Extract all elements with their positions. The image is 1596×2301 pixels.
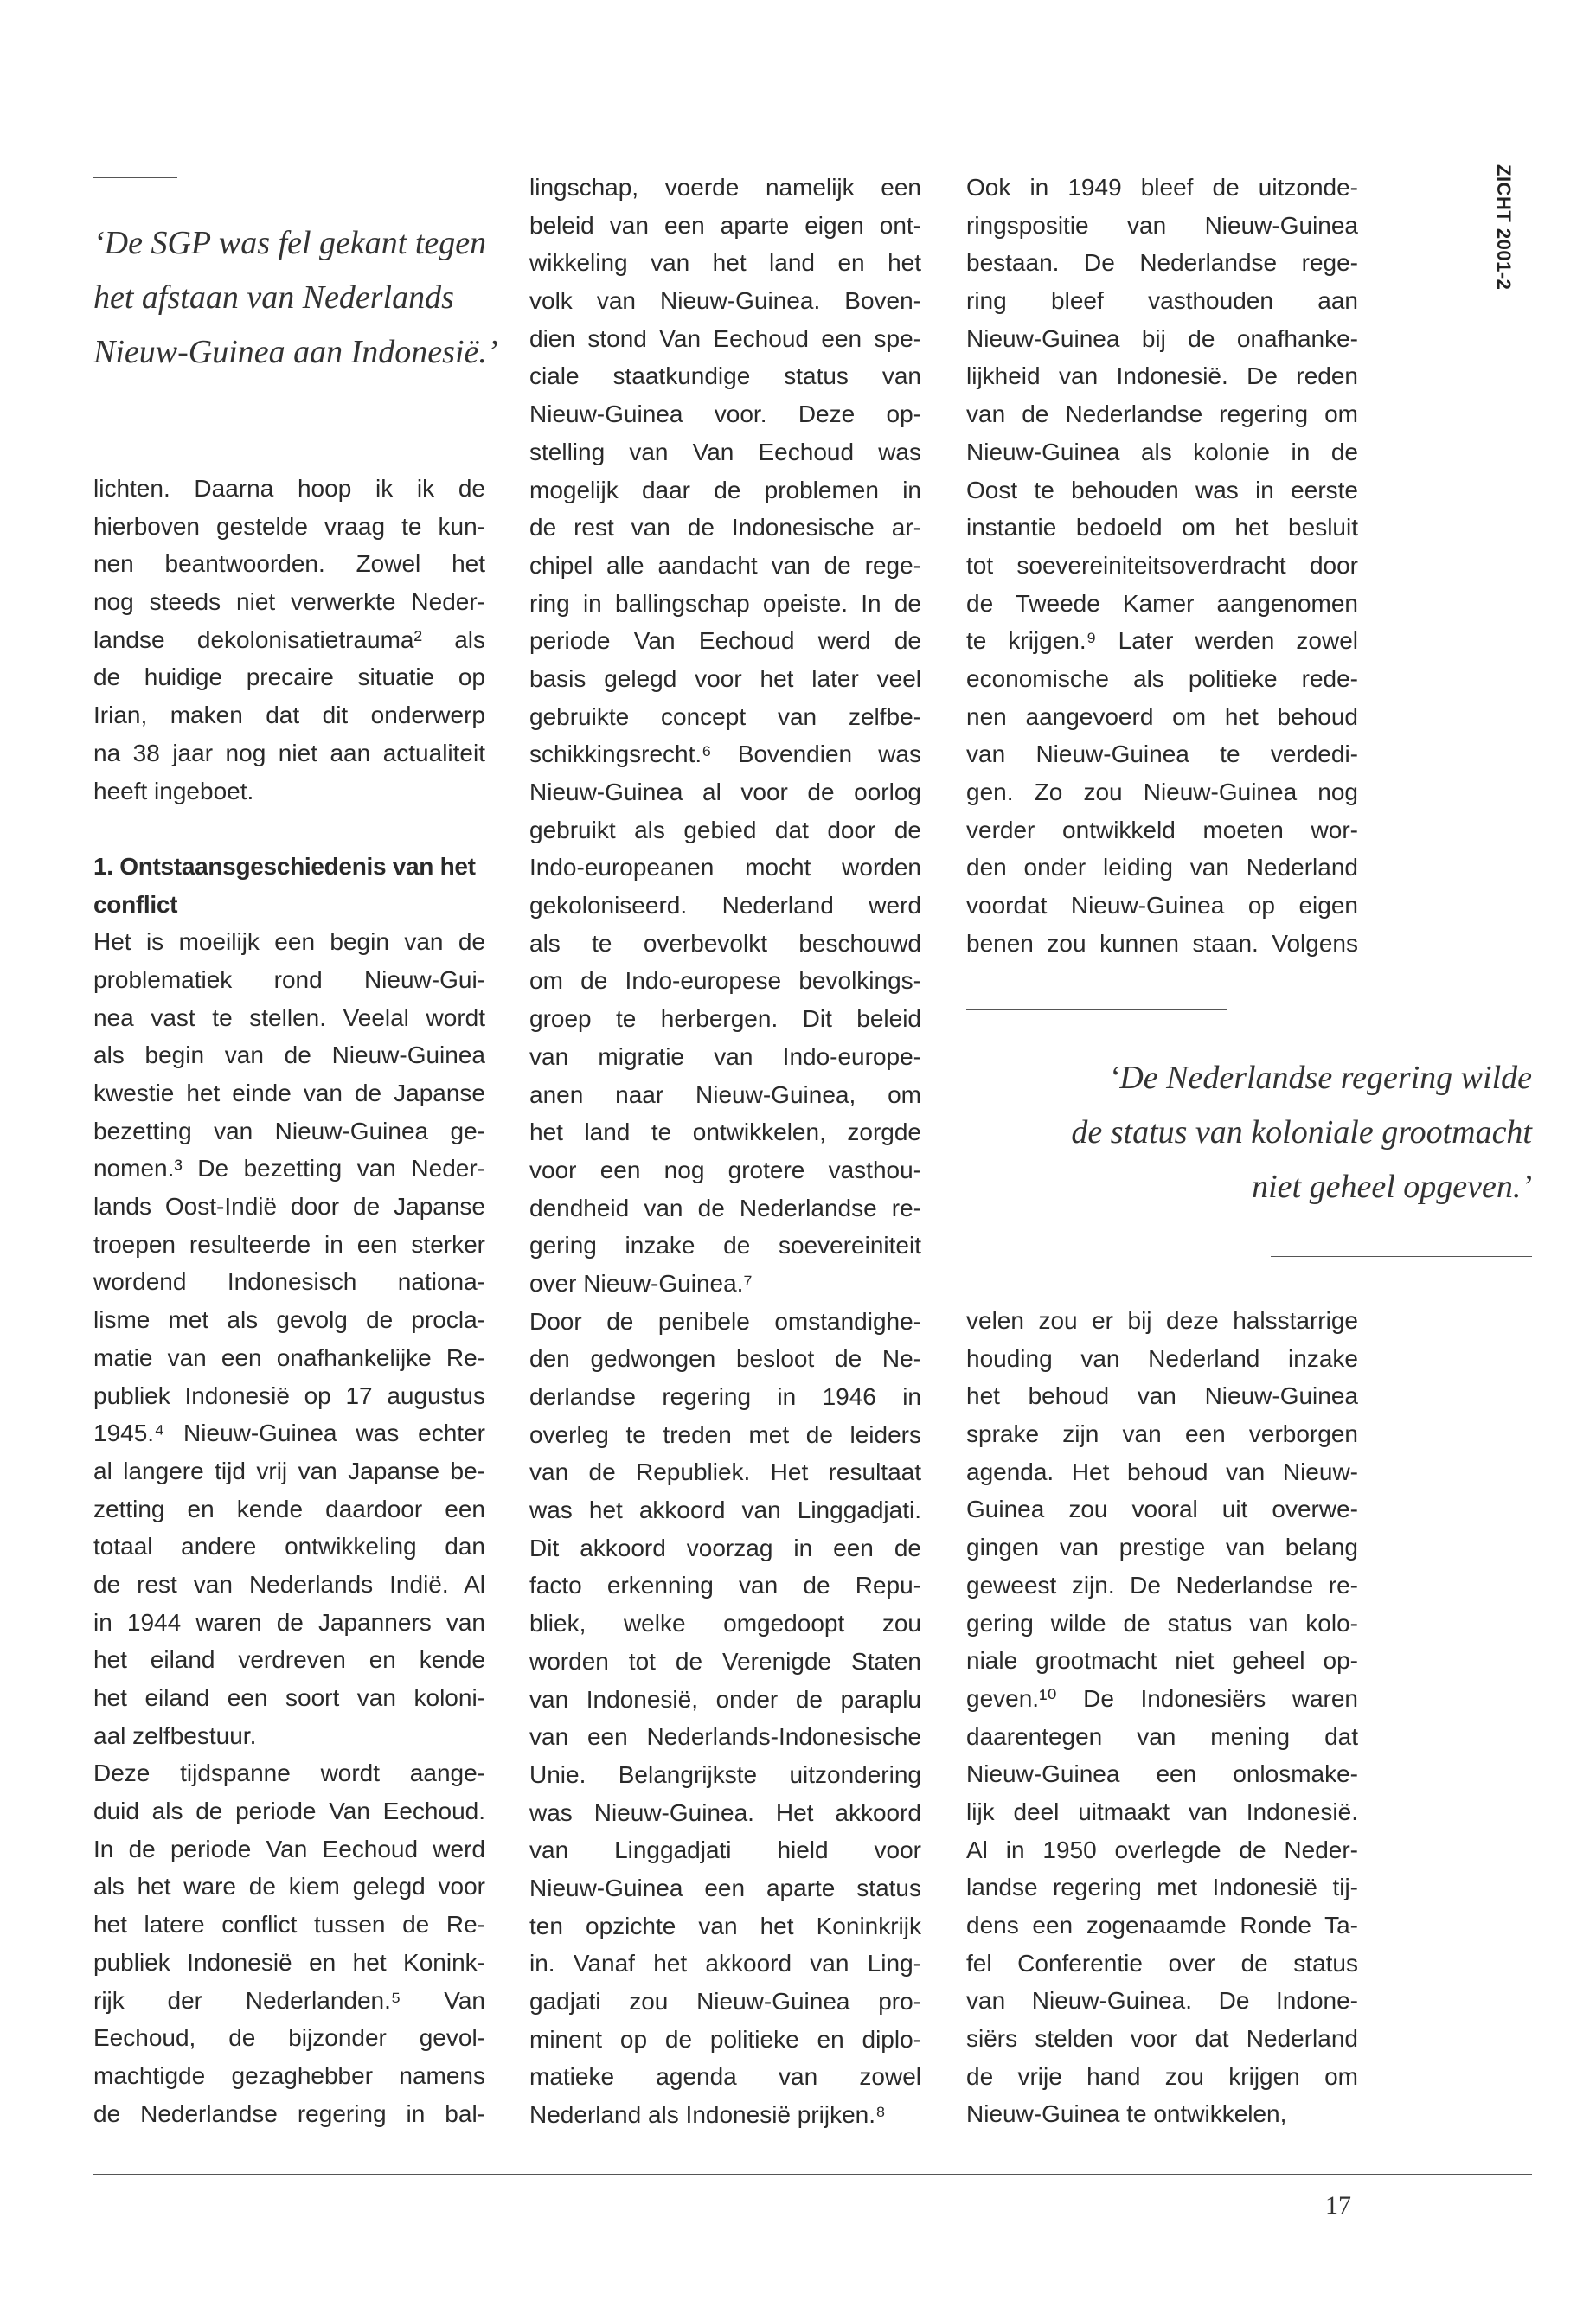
text-line: machtigde gezaghebber namens <box>93 2061 485 2089</box>
text-line: nea vast te stellen. Veelal wordt <box>93 1003 485 1031</box>
text-line: Dit akkoord voorzag in een de <box>529 1534 921 1561</box>
text-line: gingen van prestige van belang <box>966 1534 1358 1561</box>
column-2 <box>529 169 921 2134</box>
footer-rule <box>93 2174 1532 2175</box>
text-line: fel Conferentie over de status <box>966 1949 1358 1977</box>
section-heading: 1. Ontstaansgeschiedenis van het <box>93 852 476 880</box>
text-line: tot soevereiniteitsoverdracht door <box>966 551 1358 579</box>
text-line: nomen.³ De bezetting van Neder- <box>93 1155 485 1183</box>
text-line: het eiland een soort van koloni- <box>93 1684 485 1711</box>
text-line: als begin van de Nieuw-Guinea <box>93 1042 485 1069</box>
text-line: lijkheid van Indonesië. De reden <box>966 362 1358 390</box>
text-line: gering wilde de status van kolo- <box>966 1609 1358 1637</box>
text-line: bezetting van Nieuw-Guinea ge- <box>93 1117 485 1144</box>
text-line: zetting en kende daardoor een <box>93 1495 485 1522</box>
text-line: siërs stelden voor dat Nederland <box>966 2025 1358 2053</box>
text-line: aal zelfbestuur. <box>93 1721 257 1749</box>
pull-quote-line: ‘De Nederlandse regering wilde <box>1108 1060 1532 1096</box>
text-line: rijk der Nederlanden.⁵ Van <box>93 1986 485 2014</box>
text-line: de Tweede Kamer aangenomen <box>966 589 1358 617</box>
text-line: van migratie van Indo-europe- <box>529 1042 921 1070</box>
text-line: Guinea zou vooral uit overwe- <box>966 1496 1358 1523</box>
text-line: van Nieuw-Guinea te verdedi- <box>966 740 1358 768</box>
text-line: lisme met als gevolg de procla- <box>93 1306 485 1334</box>
text-line: geweest zijn. De Nederlandse re- <box>966 1571 1358 1599</box>
column-3-top <box>966 169 1358 962</box>
text-line: ringspositie van Nieuw-Guinea <box>966 211 1358 239</box>
quote-rule-bottom <box>1271 1256 1532 1257</box>
text-line: verder ontwikkeld moeten wor- <box>966 816 1358 843</box>
text-line: als het ware de kiem gelegd voor <box>93 1873 485 1900</box>
text-line: den onder leiding van Nederland <box>966 854 1358 881</box>
text-line: 1945.⁴ Nieuw-Guinea was echter <box>93 1420 485 1447</box>
text-line: wordend Indonesisch nationa- <box>93 1268 485 1296</box>
text-line: voor een nog grotere vasthou- <box>529 1156 921 1183</box>
text-line: het land te ontwikkelen, zorgde <box>529 1118 921 1146</box>
text-line: In de periode Van Eechoud werd <box>93 1835 485 1862</box>
text-line: periode Van Eechoud werd de <box>529 627 921 655</box>
text-line: om de Indo-europese bevolkings- <box>529 967 921 995</box>
text-line: publiek Indonesië en het Konink- <box>93 1948 485 1976</box>
text-line: was Nieuw-Guinea. Het akkoord <box>529 1798 921 1826</box>
pull-quote-1 <box>93 216 498 380</box>
text-line: landse dekolonisatietrauma² als <box>93 625 485 653</box>
column-3-bottom <box>966 1302 1358 2133</box>
text-line: nen beantwoorden. Zowel het <box>93 550 485 578</box>
text-line: de rest van Nederlands Indië. Al <box>93 1570 485 1598</box>
text-line: matie van een onafhankelijke Re- <box>93 1343 485 1371</box>
text-line: kwestie het einde van de Japanse <box>93 1080 485 1106</box>
text-line: van Indonesië, onder de paraplu <box>529 1685 921 1713</box>
text-line: Unie. Belangrijkste uitzondering <box>529 1760 921 1788</box>
text-line: bestaan. De Nederlandse rege- <box>966 249 1358 277</box>
section-heading: conflict <box>93 890 178 918</box>
text-line: in 1944 waren de Japanners van <box>93 1608 485 1636</box>
text-line: Nieuw-Guinea te ontwikkelen, <box>966 2100 1287 2128</box>
text-line: nen aangevoerd om het behoud <box>966 702 1358 730</box>
quote-rule-top <box>966 1009 1227 1010</box>
text-line: gering inzake de soevereiniteit <box>529 1232 921 1259</box>
text-line: Ook in 1949 bleef de uitzonde- <box>966 174 1358 201</box>
text-line: lands Oost-Indië door de Japanse <box>93 1193 485 1221</box>
text-line: basis gelegd voor het later veel <box>529 664 921 692</box>
text-line: dien stond Van Eechoud een spe- <box>529 324 921 352</box>
spacer <box>93 810 485 848</box>
text-line: problematiek rond Nieuw-Gui- <box>93 965 485 993</box>
text-line: te krijgen.⁹ Later werden zowel <box>966 627 1358 655</box>
text-line: het eiland verdreven en kende <box>93 1646 485 1674</box>
text-line: groep te herbergen. Dit beleid <box>529 1005 921 1033</box>
text-line: van Nieuw-Guinea. De Indone- <box>966 1987 1358 2015</box>
text-line: Nieuw-Guinea al voor de oorlog <box>529 779 921 805</box>
text-line: mogelijk daar de problemen in <box>529 476 921 503</box>
text-line: Oost te behouden was in eerste <box>966 476 1358 503</box>
text-line: gekoloniseerd. Nederland werd <box>529 892 921 920</box>
text-line: duid als de periode Van Eechoud. <box>93 1798 485 1825</box>
pull-quote-line: de status van koloniale grootmacht <box>1071 1114 1532 1150</box>
quote-rule-top <box>93 177 177 178</box>
text-line: velen zou er bij deze halsstarrige <box>966 1307 1358 1334</box>
column-1 <box>93 470 485 2132</box>
text-line: facto erkenning van de Repu- <box>529 1572 921 1599</box>
text-line: Irian, maken dat dit onderwerp <box>93 702 485 729</box>
text-line: stelling van Van Eechoud was <box>529 438 921 465</box>
text-line: van de Nederlandse regering om <box>966 401 1358 428</box>
text-line: niale grootmacht niet geheel op- <box>966 1647 1358 1675</box>
text-line: voordat Nieuw-Guinea op eigen <box>966 892 1358 920</box>
text-line: economische als politieke rede- <box>966 664 1358 692</box>
pull-quote-line: het afstaan van Nederlands <box>93 279 454 316</box>
text-line: sprake zijn van een verborgen <box>966 1420 1358 1448</box>
text-line: Het is moeilijk een begin van de <box>93 928 485 956</box>
text-line: Nieuw-Guinea bij de onafhanke- <box>966 324 1358 352</box>
text-line: Nieuw-Guinea voor. Deze op- <box>529 401 921 428</box>
text-line: beleid van een aparte eigen ont- <box>529 211 921 239</box>
text-line: in. Vanaf het akkoord van Ling- <box>529 1950 921 1977</box>
text-line: Nieuw-Guinea een onlosmake- <box>966 1760 1358 1788</box>
text-line: worden tot de Verenigde Staten <box>529 1647 921 1675</box>
text-line: Indo-europeanen mocht worden <box>529 854 921 881</box>
page-number: 17 <box>1325 2191 1351 2220</box>
text-line: bliek, welke omgedoopt zou <box>529 1610 921 1638</box>
text-line: het behoud van Nieuw-Guinea <box>966 1382 1358 1410</box>
text-line: daarentegen van mening dat <box>966 1722 1358 1750</box>
text-line: Nieuw-Guinea een aparte status <box>529 1874 921 1901</box>
text-line: de huidige precaire situatie op <box>93 663 485 691</box>
text-line: geven.¹⁰ De Indonesiërs waren <box>966 1684 1358 1712</box>
pull-quote-2 <box>1071 1051 1532 1215</box>
text-line: ten opzichte van het Koninkrijk <box>529 1912 921 1939</box>
text-line: schikkingsrecht.⁶ Bovendien was <box>529 740 921 768</box>
text-line: Nieuw-Guinea als kolonie in de <box>966 438 1358 465</box>
text-line: Eechoud, de bijzonder gevol- <box>93 2024 485 2052</box>
text-line: van Linggadjati hield voor <box>529 1836 921 1864</box>
text-line: het latere conflict tussen de Re- <box>93 1911 485 1939</box>
text-line: heeft ingeboet. <box>93 777 254 804</box>
text-line: lijk deel uitmaakt van Indonesië. <box>966 1798 1358 1825</box>
text-line: na 38 jaar nog niet aan actualiteit <box>93 739 485 766</box>
pull-quote-line: niet geheel opgeven.’ <box>1252 1169 1532 1205</box>
text-line: ring in ballingschap opeiste. In de <box>529 589 921 617</box>
text-line: als te overbevolkt beschouwd <box>529 929 921 957</box>
text-line: Door de penibele omstandighe- <box>529 1307 921 1335</box>
text-line: benen zou kunnen staan. Volgens <box>966 929 1358 957</box>
text-line: derlandse regering in 1946 in <box>529 1383 921 1410</box>
text-line: instantie bedoeld om het besluit <box>966 514 1358 542</box>
text-line: van de Republiek. Het resultaat <box>529 1458 921 1486</box>
text-line: Deze tijdspanne wordt aange- <box>93 1759 485 1787</box>
text-line: overleg te treden met de leiders <box>529 1420 921 1448</box>
text-line: was het akkoord van Linggadjati. <box>529 1497 921 1524</box>
text-line: houding van Nederland inzake <box>966 1344 1358 1372</box>
text-line: de rest van de Indonesische ar- <box>529 514 921 542</box>
text-line: gebruikt als gebied dat door de <box>529 816 921 843</box>
text-line: chipel alle aandacht van de rege- <box>529 551 921 579</box>
text-line: anen naar Nieuw-Guinea, om <box>529 1080 921 1108</box>
text-line: Al in 1950 overlegde de Neder- <box>966 1836 1358 1863</box>
text-line: al langere tijd vrij van Japanse be- <box>93 1457 485 1484</box>
text-line: over Nieuw-Guinea.⁷ <box>529 1269 753 1297</box>
text-line: ciale staatkundige status van <box>529 362 921 390</box>
text-line: den gedwongen besloot de Ne- <box>529 1345 921 1373</box>
text-line: gebruikte concept van zelfbe- <box>529 702 921 730</box>
text-line: de Nederlandse regering in bal- <box>93 2099 485 2127</box>
text-line: gadjati zou Nieuw-Guinea pro- <box>529 1988 921 2015</box>
text-line: landse regering met Indonesië tij- <box>966 1874 1358 1901</box>
text-line: dens een zogenaamde Ronde Ta- <box>966 1912 1358 1939</box>
text-line: Nederland als Indonesië prijken.⁸ <box>529 2101 886 2129</box>
text-line: wikkeling van het land en het <box>529 249 921 277</box>
text-line: gen. Zo zou Nieuw-Guinea nog <box>966 779 1358 805</box>
text-line: publiek Indonesië op 17 augustus <box>93 1381 485 1409</box>
text-line: matieke agenda van zowel <box>529 2063 921 2091</box>
text-line: dendheid van de Nederlandse re- <box>529 1194 921 1221</box>
text-line: troepen resulteerde in een sterker <box>93 1230 485 1258</box>
text-line: volk van Nieuw-Guinea. Boven- <box>529 287 921 315</box>
text-line: nog steeds niet verwerkte Neder- <box>93 588 485 616</box>
text-line: totaal andere ontwikkeling dan <box>93 1533 485 1561</box>
text-line: ring bleef vasthouden aan <box>966 287 1358 315</box>
text-line: de vrije hand zou krijgen om <box>966 2062 1358 2090</box>
pull-quote-line: Nieuw-Guinea aan Indonesië.’ <box>93 334 498 370</box>
text-line: lichten. Daarna hoop ik ik de <box>93 475 485 502</box>
journal-title: ZICHT 2001-2 <box>1493 164 1515 291</box>
text-line: minent op de politieke en diplo- <box>529 2025 921 2053</box>
pull-quote-line: ‘De SGP was fel gekant tegen <box>93 225 487 261</box>
text-line: hierboven gestelde vraag te kun- <box>93 512 485 540</box>
text-line: lingschap, voerde namelijk een <box>529 174 921 201</box>
text-line: agenda. Het behoud van Nieuw- <box>966 1458 1358 1485</box>
text-line: van een Nederlands-Indonesische <box>529 1723 921 1751</box>
